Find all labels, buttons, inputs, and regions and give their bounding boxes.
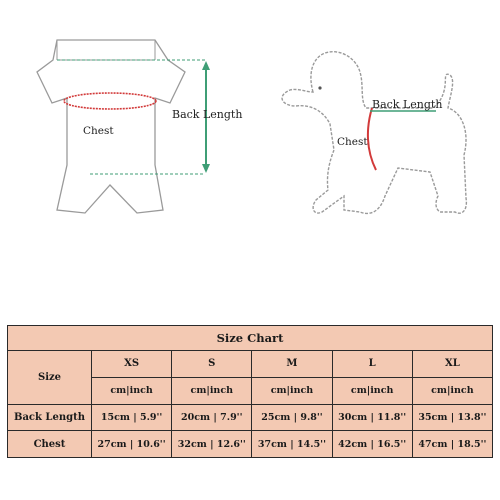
size-chart-title-row [8, 326, 493, 351]
value-cell: 47cm | 18.5'' [412, 431, 492, 458]
size-header-cell: Size [8, 351, 92, 405]
value-cell: 37cm | 14.5'' [252, 431, 332, 458]
row-label-back-length: Back Length [8, 404, 92, 431]
dog-back-length-label: Back Length [372, 98, 443, 111]
size-chart-table [7, 325, 493, 458]
dog-outline [282, 52, 466, 214]
value-cell: 27cm | 10.6'' [92, 431, 172, 458]
arrow-head-up [202, 61, 210, 70]
back-length-row [8, 404, 493, 431]
chest-row [8, 431, 493, 458]
size-name-cell: M [252, 351, 332, 378]
dog-diagram [282, 52, 466, 214]
dog-chest-label: Chest [337, 136, 368, 148]
row-label-chest: Chest [8, 431, 92, 458]
size-name-cell: S [172, 351, 252, 378]
size-names-row [8, 351, 493, 378]
value-cell: 35cm | 13.8'' [412, 404, 492, 431]
unit-cell: cm|inch [172, 377, 252, 404]
shirt-chest-label: Chest [83, 125, 114, 137]
arrow-head-down [202, 164, 210, 173]
value-cell: 25cm | 9.8'' [252, 404, 332, 431]
value-cell: 42cm | 16.5'' [332, 431, 412, 458]
shirt-diagram [37, 40, 242, 213]
size-name-cell: XS [92, 351, 172, 378]
value-cell: 15cm | 5.9'' [92, 404, 172, 431]
unit-cell: cm|inch [252, 377, 332, 404]
value-cell: 30cm | 11.8'' [332, 404, 412, 431]
dog-eye [318, 86, 321, 89]
unit-cell: cm|inch [92, 377, 172, 404]
size-chart-title: Size Chart [8, 326, 493, 351]
shirt-back-length-label: Back Length [172, 108, 243, 121]
value-cell: 32cm | 12.6'' [172, 431, 252, 458]
size-name-cell: XL [412, 351, 492, 378]
unit-cell: cm|inch [412, 377, 492, 404]
value-cell: 20cm | 7.9'' [172, 404, 252, 431]
unit-cell: cm|inch [332, 377, 412, 404]
size-name-cell: L [332, 351, 412, 378]
